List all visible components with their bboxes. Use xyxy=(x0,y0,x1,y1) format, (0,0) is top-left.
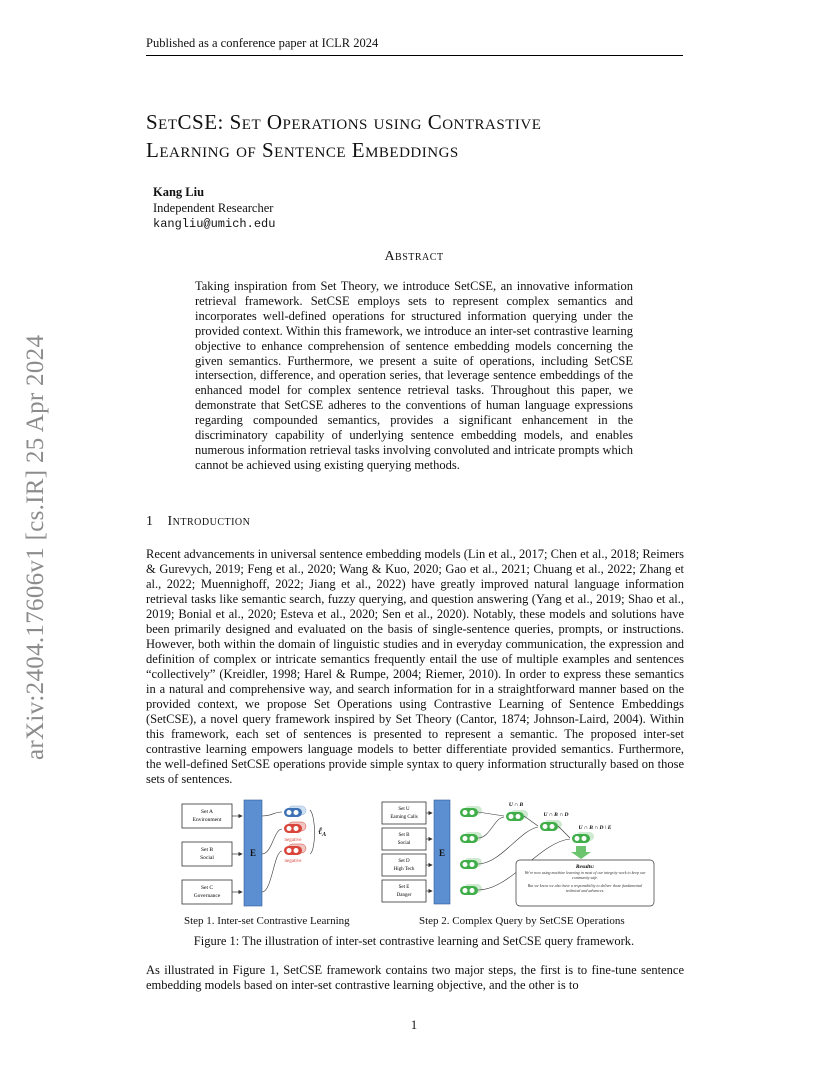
result-1: We're now using machine learning in most of our integrity work to keep our community safe. xyxy=(524,870,646,880)
op-pill-1 xyxy=(506,810,528,821)
step2-encoder-label: E xyxy=(438,848,446,858)
step2-set-e xyxy=(382,880,426,902)
step1-encoder xyxy=(244,800,262,906)
step1-set-a xyxy=(182,804,232,828)
figure-1 xyxy=(170,796,660,932)
step2-pill-d xyxy=(460,858,482,869)
step1-pill-blue xyxy=(284,806,306,817)
op-label-2: U ∩ B ∩ D xyxy=(543,812,569,818)
step2-set-b-sub: Social xyxy=(397,841,411,846)
step1-pill-red-2 xyxy=(284,844,306,855)
step1-set-c xyxy=(182,880,232,904)
step2-set-u xyxy=(382,802,426,824)
step1-set-b-sub: Social xyxy=(200,855,214,861)
figure-1-caption: Figure 1: The illustration of inter-set contrastive learning and SetCSE query framework. xyxy=(193,934,635,948)
section-heading-introduction xyxy=(146,514,250,530)
op-pill-3 xyxy=(572,832,594,843)
step2-set-b xyxy=(382,828,426,850)
op-pill-2 xyxy=(540,820,562,831)
step2-set-b-label: Set B xyxy=(398,833,410,838)
section-number: 1 xyxy=(146,514,154,529)
step1-set-b-label: Set B xyxy=(200,847,214,853)
step1-set-c-sub: Governance xyxy=(193,893,221,899)
figure-1-diagram xyxy=(170,796,660,916)
step1-set-c-label: Set C xyxy=(200,885,214,891)
introduction-paragraph-1: Recent advancements in universal sentence embedding models (Lin et al., 2017; Chen et al., 2018; Reimers & Gurevych, 2019; Feng et al., 2020; Wang & Kuo, 2020; Gao et al., 2021; Chuang et al., 2022; Zhang et al., 2022; Muennighoff, 2022; Jiang et al., 2022) have greatly improved natural language information retrieval tasks like semantic search, fuzzy querying, and question answering (Yang et al., 2019; Shao et al., 2019; Bonial et al., 2020; Esteva et al., 2020; Sen et al., 2020). Notably, these models and solutions have been primarily designed and evaluated on the basis of single-sentence queries, prompts, or instructions. However, both within the domain of linguistic studies and in everyday communication, the expression and definition of complex or intricate semantics frequently entail the use of multiple examples and sentences “collectively” (Kreidler, 1998; Harel & Rumpe, 2004; Riemer, 2010). In order to express these semantics in a natural and comprehensive way, and search information for in a straightforward manner based on the provided context, we propose Set Operations using Contrastive Learning of Sentence Embeddings (SetCSE), a novel query framework inspired by Set Theory (Cantor, 1874; Johnson-Laird, 2004). Within this framework, each set of sentences is presented to represent a semantic. The proposed inter-set contrastive learning empowers language models to better differentiate provided semantics. Furthermore, the well-defined SetCSE operations provide simple syntax to query information structurally based on those sets of sentences. xyxy=(146,547,684,786)
step1-set-a-sub: Environment xyxy=(192,817,222,823)
paper-title xyxy=(146,108,706,164)
step1-negative-label-1: negative xyxy=(284,838,302,843)
loss-symbol: ℓ$_A$ xyxy=(318,826,327,838)
step1-set-a-label: Set A xyxy=(200,809,214,815)
step2-set-e-label: Set E xyxy=(398,885,410,890)
step2-pill-e xyxy=(460,884,482,895)
section-title: Introduction xyxy=(167,514,251,529)
running-header: Published as a conference paper at ICLR 2024 xyxy=(146,36,683,56)
step2-set-e-sub: Danger xyxy=(396,893,412,898)
step2-set-d xyxy=(382,854,426,876)
arxiv-identifier: arXiv:2404.17606v1 [cs.IR] 25 Apr 2024 xyxy=(22,334,49,760)
results-box xyxy=(516,860,654,906)
step2-pill-b xyxy=(460,832,482,843)
step2-set-d-sub: High Tech xyxy=(393,867,415,872)
step1-encoder-label: E xyxy=(249,848,257,858)
author-affiliation: Independent Researcher xyxy=(153,201,274,215)
abstract-heading: Abstract xyxy=(384,249,444,264)
step1-pill-red-1 xyxy=(284,822,306,833)
step1-negative-label-2: negative xyxy=(284,859,302,864)
step1-caption: Step 1. Inter-set Contrastive Learning xyxy=(184,915,350,927)
step2-pill-u xyxy=(460,806,482,817)
results-title: Results: xyxy=(575,864,595,870)
author-name: Kang Liu xyxy=(153,185,205,199)
step2-encoder xyxy=(434,800,450,904)
page-number: 1 xyxy=(410,1018,418,1032)
step2-set-u-sub: Earning Calls xyxy=(390,815,418,820)
step1-set-b xyxy=(182,842,232,866)
abstract-text: Taking inspiration from Set Theory, we introduce SetCSE, an innovative information retrieval framework. SetCSE employs sets to represent complex semantics and incorporates well-defined operations for structured information querying under the provided context. Within this framework, we introduce an inter-set contrastive learning objective to enhance comprehension of sentence embedding models concerning the given semantics. Furthermore, we present a suite of operations, including SetCSE intersection, difference, and operation series, that leverage sentence embeddings of the enhanced model for complex sentence retrieval tasks. Throughout this paper, we demonstrate that SetCSE adheres to the conventions of human language expressions regarding compounded semantics, provides a significant enhancement in the discriminatory capability of underlying sentence embedding models, and enables numerous information retrieval tasks involving convoluted and intricate prompts which cannot be achieved using existing querying methods. xyxy=(195,279,633,472)
author-block xyxy=(153,184,275,232)
result-2: But we know we also have a responsibility to deliver those fundamental technical and advances. xyxy=(527,883,643,893)
title-line-1: SetCSE: Set Operations using Contrastive xyxy=(146,110,542,134)
step2-set-d-label: Set D xyxy=(398,859,410,864)
step2-set-u-label: Set U xyxy=(398,807,410,812)
step2-caption: Step 2. Complex Query by SetCSE Operations xyxy=(419,915,625,927)
title-line-2: Learning of Sentence Embeddings xyxy=(146,138,459,162)
author-email[interactable]: kangliu@umich.edu xyxy=(153,217,276,231)
introduction-paragraph-2: As illustrated in Figure 1, SetCSE framework contains two major steps, the first is to fine-tune sentence embedding models based on inter-set contrastive learning objective, and the other is to xyxy=(146,963,684,992)
result-arrow xyxy=(571,846,591,859)
op-label-1: U ∩ B xyxy=(508,802,524,808)
op-label-3: U ∩ B ∩ D \ E xyxy=(578,825,612,831)
